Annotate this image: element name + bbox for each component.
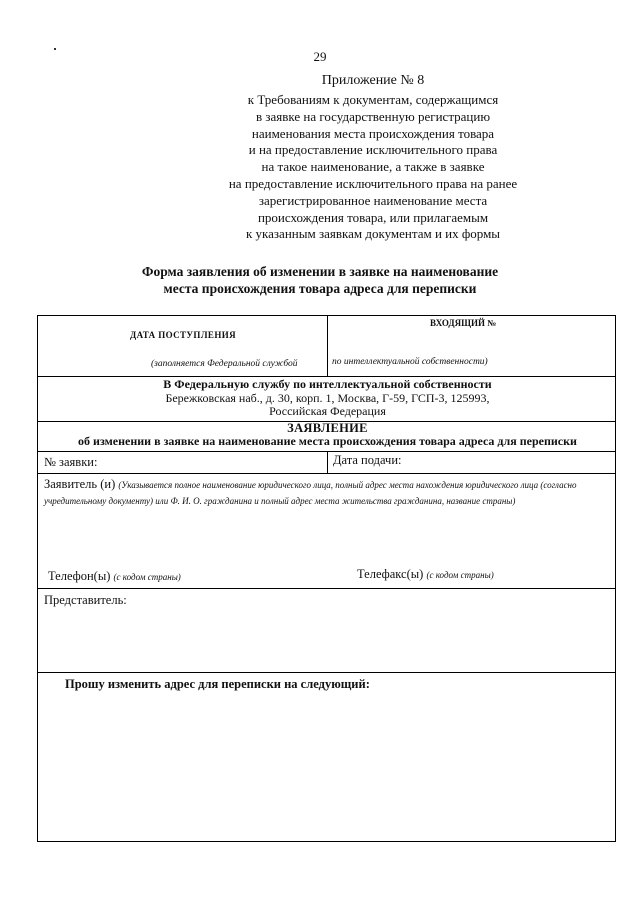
application-number-field[interactable]: [118, 451, 323, 473]
appendix-line: в заявке на государственную регистрацию: [255, 108, 491, 124]
representative-label: Представитель:: [44, 593, 127, 607]
application-form: [37, 315, 616, 842]
form-title-line: места происхождения товара адреса для переписки: [163, 281, 477, 296]
ip-service-note: по интеллектуальной собственности): [332, 357, 488, 367]
form-title: [0, 263, 640, 297]
statement-subtitle: об изменении в заявке на наименование места происхождения товара адреса для переписки: [78, 434, 577, 448]
applicant-label: Заявитель (и): [44, 477, 116, 491]
application-number-label: № заявки:: [44, 455, 98, 469]
statement-heading: [38, 422, 617, 448]
page-number: 29: [313, 49, 327, 64]
addressee-address: Бережковская наб., д. 30, корп. 1, Москва, Г-59, ГСП-3, 125993,: [165, 390, 490, 405]
representative-field[interactable]: [44, 611, 609, 666]
addressee-country: Российская Федерация: [269, 404, 386, 419]
appendix-line: на предоставление исключительного права на ранее: [228, 175, 518, 191]
phone-label: Телефон(ы): [48, 569, 111, 583]
fax-hint: (с кодом страны): [426, 570, 494, 580]
phone-row: [48, 569, 181, 584]
addressee-block: [38, 378, 617, 419]
incoming-number-label: ВХОДЯЩИЙ №: [430, 318, 497, 328]
addressee-title: В Федеральную службу по интеллектуальной собственности: [163, 377, 492, 391]
fax-row: [357, 567, 494, 582]
date-received-label: ДАТА ПОСТУПЛЕНИЯ: [130, 330, 237, 340]
applicant-section: [44, 477, 609, 509]
appendix-line: к Требованиям к документам, содержащимся: [247, 92, 499, 107]
fax-label: Телефакс(ы): [357, 567, 424, 581]
appendix-title: Приложение № 8: [321, 73, 425, 88]
appendix-line: к указанным заявкам документам и их формы: [245, 226, 501, 242]
filing-date-field[interactable]: [423, 451, 613, 473]
request-text: Прошу изменить адрес для переписки на следующий:: [65, 677, 370, 691]
applicant-hint: (Указывается полное наименование юридического лица, полный адрес места нахождения юридического лица (согласно учредительному документу) или Ф. И. О. гражданина и полный адрес места жительства гражданина, название страны): [44, 480, 577, 506]
appendix-line: наименования места происхождения товара: [251, 125, 495, 141]
applicant-field[interactable]: [44, 526, 609, 566]
appendix-reference: [0, 92, 640, 243]
filled-by-note: (заполняется Федеральной службой: [151, 359, 298, 369]
divider: [38, 672, 615, 673]
phone-hint: (с кодом страны): [113, 572, 181, 582]
appendix-line: на такое наименование, а также в заявке: [261, 159, 485, 175]
incoming-number-field[interactable]: [327, 336, 617, 354]
appendix-line: зарегистрированное наименование места: [258, 192, 488, 208]
appendix-line: и на предоставление исключительного права: [248, 142, 498, 158]
appendix-line: происхождения товара, или прилагаемым: [257, 209, 489, 225]
row-divider: [327, 451, 328, 473]
new-correspondence-address-field[interactable]: [44, 696, 609, 836]
divider: [38, 588, 615, 589]
statement-title: ЗАЯВЛЕНИЕ: [287, 421, 368, 435]
divider: [38, 473, 615, 474]
filing-date-label: Дата подачи:: [333, 453, 402, 467]
form-title-line: Форма заявления об изменении в заявке на наименование: [141, 264, 499, 279]
